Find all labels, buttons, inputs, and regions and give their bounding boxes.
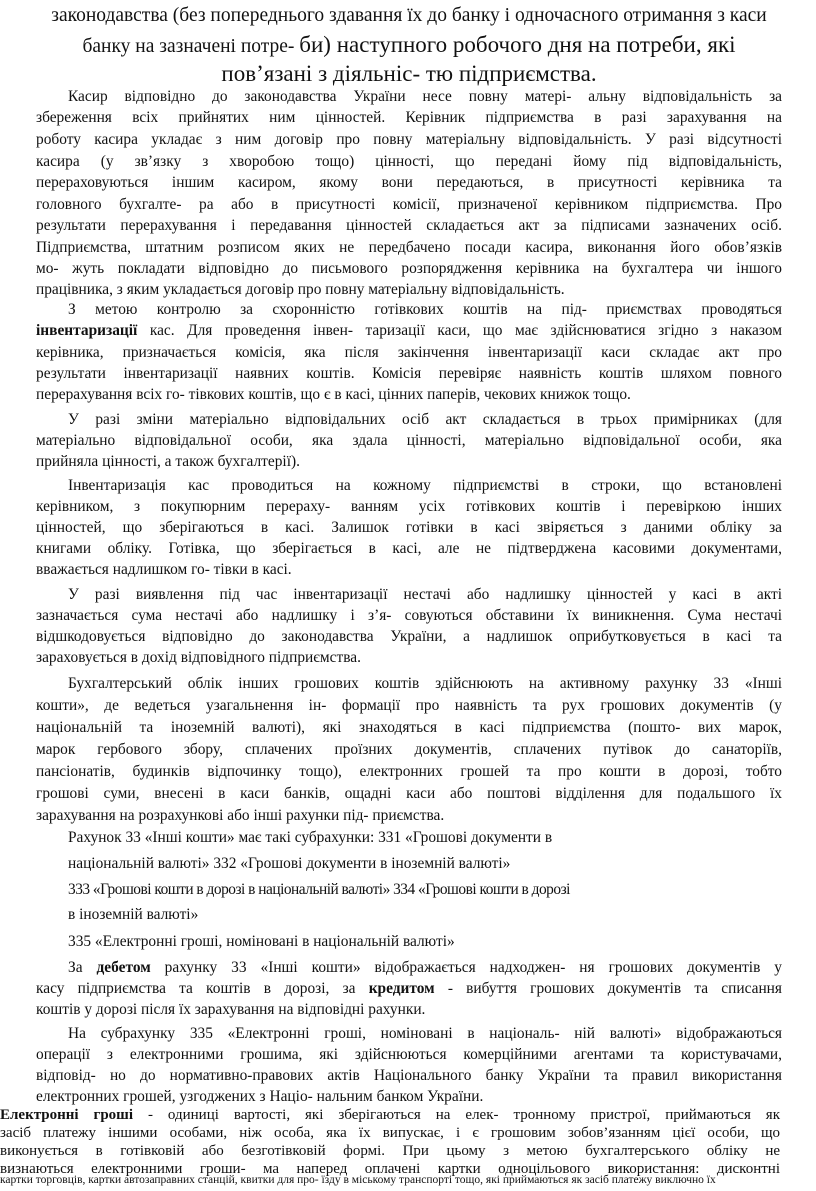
p9-line-4: визнаються електронними гроши- ма наперед оплачені картки одноцільового використання: дисконтні xyxy=(0,1161,780,1177)
p8-line-3: відповід- но до нормативно-правових актів Національного банку України та правил використання xyxy=(36,1067,782,1084)
p2-line-4: результати інвентаризації наявних коштів. Комісія перевіряє наявність коштів шляхом повного xyxy=(36,365,782,382)
subaccounts-line-2: національній валюті» 332 «Грошові документи в іноземній валюті» xyxy=(68,855,511,872)
p1-line-6: головного бухгалте- ра або в присутності комісії, призначеної керівником підприємства. Про xyxy=(36,196,782,213)
p4-line-2: керівником, з покупюрним перераху- ванням усіх готівкових коштів і перевіркою інших xyxy=(36,498,782,515)
p2-line-1: З метою контролю за схоронністю готівкових коштів на під- приємствах проводяться xyxy=(68,301,782,318)
p7-line-1b: рахунку 33 «Інші кошти» відображається надходжен- ня грошових документів у xyxy=(150,959,783,976)
subaccounts-line-3: 333 «Грошові кошти в дорозі в національній валюті» 334 «Грошові кошти в дорозі xyxy=(68,881,570,898)
p6-line-6: грошові суми, внесені в каси банків, ощадні каси або поштові відділення для подальшого їх xyxy=(36,785,782,802)
p9-line-3: виконується в готівковій або безготівковій формі. При цьому з метою бухгалтерського обліку не xyxy=(0,1143,780,1159)
p4-line-3: цінностей, що зберігаються в касі. Залишок готівки в касі звіряється з даними обліку за xyxy=(36,519,782,536)
p1-line-7: результати перерахування і передавання цінностей складається акт за підписами зазначених осіб. xyxy=(36,217,782,234)
p4-line-5: вважається надлишком го- тівки в касі. xyxy=(36,561,292,578)
p5-line-4: зараховується в дохід відповідного підприємства. xyxy=(36,649,361,666)
p5-line-3: відшкодовується відповідно до законодавства України, а надлишок оприбутковується в касі та xyxy=(36,628,782,645)
subaccounts-line-1: Рахунок 33 «Інші кошти» має такі субрахунки: 331 «Грошові документи в xyxy=(68,829,553,846)
header-line-1: законодавства (без попереднього здавання їх до банку і одночасного отримання з каси xyxy=(51,5,767,26)
header-line-3: пов’язані з діяльніс- тю підприємства. xyxy=(221,61,597,86)
term-credit: кредитом xyxy=(368,980,435,997)
p1-line-5: перераховуються іншим касиром, якому вони передаються, в присутності керівника та xyxy=(36,174,782,191)
p4-line-1: Інвентаризація кас проводиться на кожному підприємстві в строки, що встановлені xyxy=(68,477,782,494)
p7-line-2b: - вибуття грошових документів та списання xyxy=(434,980,783,997)
header-line-2b: би) наступного робочого дня на потреби, які xyxy=(299,32,736,57)
p1-line-8: Підприємства, штатним розписом яких не передбачено посади касира, виконання його обов’язків xyxy=(36,239,782,256)
p2-line-3: керівника, призначається комісія, яка після закінчення інвентаризації каси складає акт про xyxy=(36,344,782,361)
p8-line-4: електронних грошей, узгоджених з Націо- нальним банком України. xyxy=(36,1088,484,1105)
p6-line-4: марок гербового збору, сплачених проїзних документів, сплачених путівок до санаторіїв, xyxy=(36,741,782,758)
p3-line-1: У разі зміни матеріально відповідальних осіб акт складається в трьох примірниках (для xyxy=(68,411,782,428)
p7-line-3: коштів у дорозі після їх зарахування на відповідні рахунки. xyxy=(36,1001,426,1018)
p6-line-2: кошти», де ведеться узагальнення ін- формації про наявність та рух грошових документів (у xyxy=(36,697,782,714)
header-line-2a: банку на зазначені потре- xyxy=(82,36,300,57)
p7-line-2 xyxy=(36,979,782,998)
p1-line-3: роботу касира укладає з ним договір про повну матеріальну відповідальність. У разі відсутності xyxy=(36,131,782,148)
p3-line-3: прийняла цінності, а також бухгалтерії). xyxy=(36,453,300,470)
p2-line-2 xyxy=(36,321,782,340)
term-electronic-money: Електронні гроші xyxy=(0,1107,134,1123)
subaccounts-line-4: в іноземній валюті» xyxy=(68,906,199,923)
p2-line-5: перерахування всіх го- тівкових коштів, що є в касі, цінних паперів, чекових книжок тощо. xyxy=(36,386,631,403)
header-line-2 xyxy=(36,33,782,59)
p4-line-4: книгами обліку. Готівка, що зберігається в касі, але не підтверджена касовими документами, xyxy=(36,540,782,557)
p8-line-1: На субрахунку 335 «Електронні гроші, номіновані в національ- ній валюті» відображаються xyxy=(68,1025,782,1042)
term-debit: дебетом xyxy=(96,959,151,976)
p2-line-2-rest: кас. Для проведення інвен- таризації каси, що має здійснюватися згідно з наказом xyxy=(137,322,782,339)
term-inventory: інвентаризації xyxy=(36,322,138,339)
p7-line-2a: касу підприємства та коштів в дорозі, за xyxy=(36,980,369,997)
p9-line-2: засіб платежу іншими особами, ніж особа, яка їх випускає, і є грошовим зобов’язанням цієї особи, що xyxy=(0,1125,780,1141)
p6-line-5: пансіонатів, будинків відпочинку тощо), електронних грошей та про кошти в дорозі, тобто xyxy=(36,763,782,780)
p1-line-9: мо- жуть покладати відповідно до письмового розпорядження керівника на бухгалтера чи іншого xyxy=(36,260,782,277)
p9-line-6: картки торговців, картки автозаправних станцій, квитки для про- їзду в міському транспорті тощо, які приймаються як засіб платежу виключно їх xyxy=(0,1174,716,1186)
p8-line-2: операції з електронними грошима, які здійснюються комерційними агентами та користувачами, xyxy=(36,1046,782,1063)
p7-line-1a: За xyxy=(68,959,97,976)
p6-line-1: Бухгалтерський облік інших грошових коштів здійснюють на активному рахунку 33 «Інші xyxy=(68,675,782,692)
p9-line-1 xyxy=(0,1106,780,1124)
p6-line-3: національній та іноземній валюті), які знаходяться в касі підприємства (пошто- вих марок, xyxy=(36,719,782,736)
p3-line-2: матеріально відповідальної особи, яка здала цінності, матеріально відповідальної особи, яка xyxy=(36,432,782,449)
subaccounts-line-5: 335 «Електронні гроші, номіновані в національній валюті» xyxy=(68,933,455,950)
p5-line-2: зазначається сума нестачі або надлишку і з’я- совуються обставини їх виникнення. Сума нестачі xyxy=(36,607,782,624)
p1-line-10: працівника, з яким укладається договір про повну матеріальну відповідальність. xyxy=(36,281,565,298)
p1-line-1: Касир відповідно до законодавства України несе повну матері- альну відповідальність за xyxy=(68,88,782,105)
p1-line-2: збереження всіх прийнятих ним цінностей. Керівник підприємства в разі зарахування на xyxy=(36,109,782,126)
p6-line-7: зарахування на розрахункові або інші рахунки під- приємства. xyxy=(36,807,445,824)
p7-line-1 xyxy=(36,958,782,977)
p9-line-1-rest: - одиниці вартості, які зберігаються на елек- тронному пристрої, приймаються як xyxy=(133,1107,780,1123)
p5-line-1: У разі виявлення під час інвентаризації нестачі або надлишку цінностей у касі в акті xyxy=(68,586,782,603)
p1-line-4: касира (у зв’язку з хворобою тощо) цінності, що передані йому під відповідальність, xyxy=(36,153,782,170)
